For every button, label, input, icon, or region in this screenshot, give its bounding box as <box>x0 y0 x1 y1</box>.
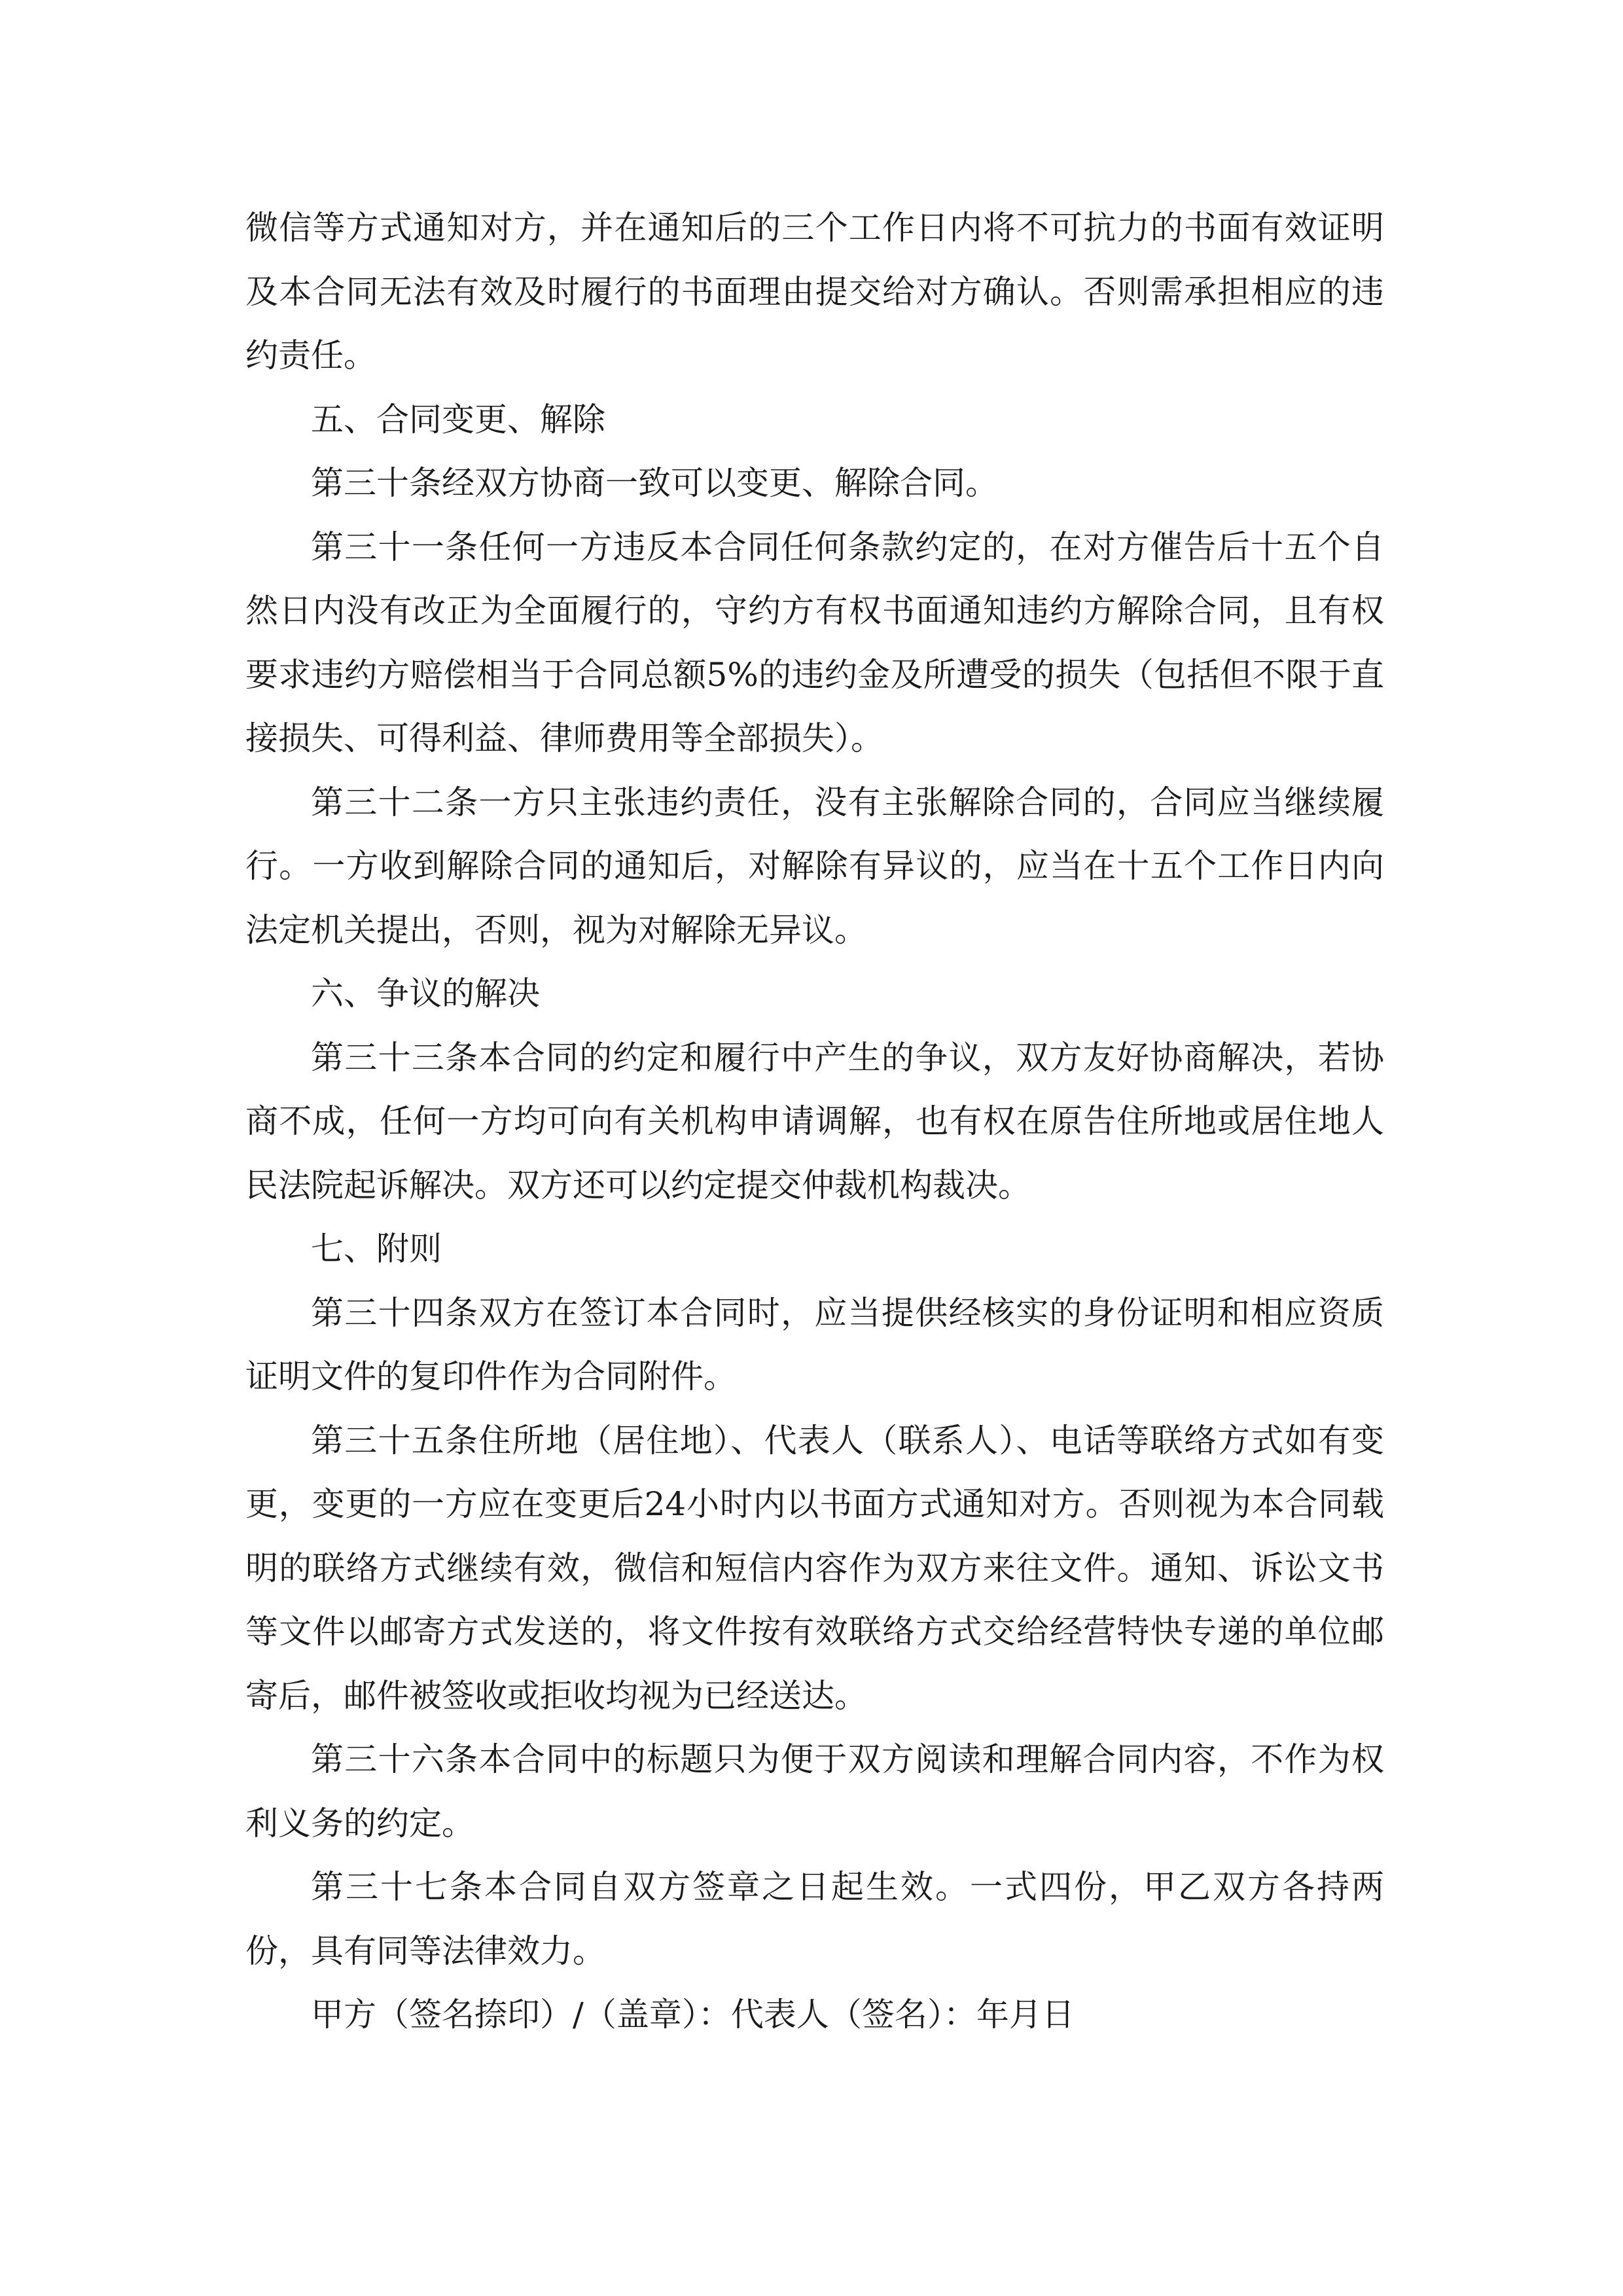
article-35: 第三十五条住所地（居住地）、代表人（联系人）、电话等联络方式如有变更，变更的一方应在变更后24小时内以书面方式通知对方。否则视为本合同载明的联络方式继续有效，微信和短信内容作为双方来往文件。通知、诉讼文书等文件以邮寄方式发送的，将文件按有效联络方式交给经营特快专递的单位邮寄后，邮件被签收或拒收均视为已经送达。 <box>245 1421 1384 1715</box>
article-32: 第三十二条一方只主张违约责任，没有主张解除合同的，合同应当继续履行。一方收到解除合同的通知后，对解除有异议的，应当在十五个工作日内向法定机关提出，否则，视为对解除无异议。 <box>245 783 1384 949</box>
paragraph-force-majeure-continuation: 微信等方式通知对方，并在通知后的三个工作日内将不可抗力的书面有效证明及本合同无法有效及时履行的书面理由提交给对方确认。否则需承担相应的违约责任。 <box>245 209 1384 374</box>
section-heading-dispute-resolution: 六、争议的解决 <box>311 975 540 1013</box>
document-body <box>245 196 1384 2047</box>
section-heading-modification-termination: 五、合同变更、解除 <box>311 400 605 439</box>
article-34: 第三十四条双方在签订本合同时，应当提供经核实的身份证明和相应资质证明文件的复印件作为合同附件。 <box>245 1293 1384 1395</box>
section-heading-supplementary-provisions: 七、附则 <box>311 1230 442 1268</box>
signature-line-party-a: 甲方（签名捺印）/（盖章）：代表人（签名）：年月日 <box>311 1996 1075 2034</box>
article-36: 第三十六条本合同中的标题只为便于双方阅读和理解合同内容，不作为权利义务的约定。 <box>245 1740 1384 1842</box>
article-33: 第三十三条本合同的约定和履行中产生的争议，双方友好协商解决，若协商不成，任何一方均可向有关机构申请调解，也有权在原告住所地或居住地人民法院起诉解决。双方还可以约定提交仲裁机构裁决。 <box>245 1038 1384 1204</box>
article-31: 第三十一条任何一方违反本合同任何条款约定的，在对方催告后十五个自然日内没有改正为全面履行的，守约方有权书面通知违约方解除合同，且有权要求违约方赔偿相当于合同总额5%的违约金及所遭受的损失（包括但不限于直接损失、可得利益、律师费用等全部损失）。 <box>245 528 1384 757</box>
article-30: 第三十条经双方协商一致可以变更、解除合同。 <box>311 464 998 502</box>
article-37: 第三十七条本合同自双方签章之日起生效。一式四份，甲乙双方各持两份，具有同等法律效力。 <box>245 1868 1384 1970</box>
